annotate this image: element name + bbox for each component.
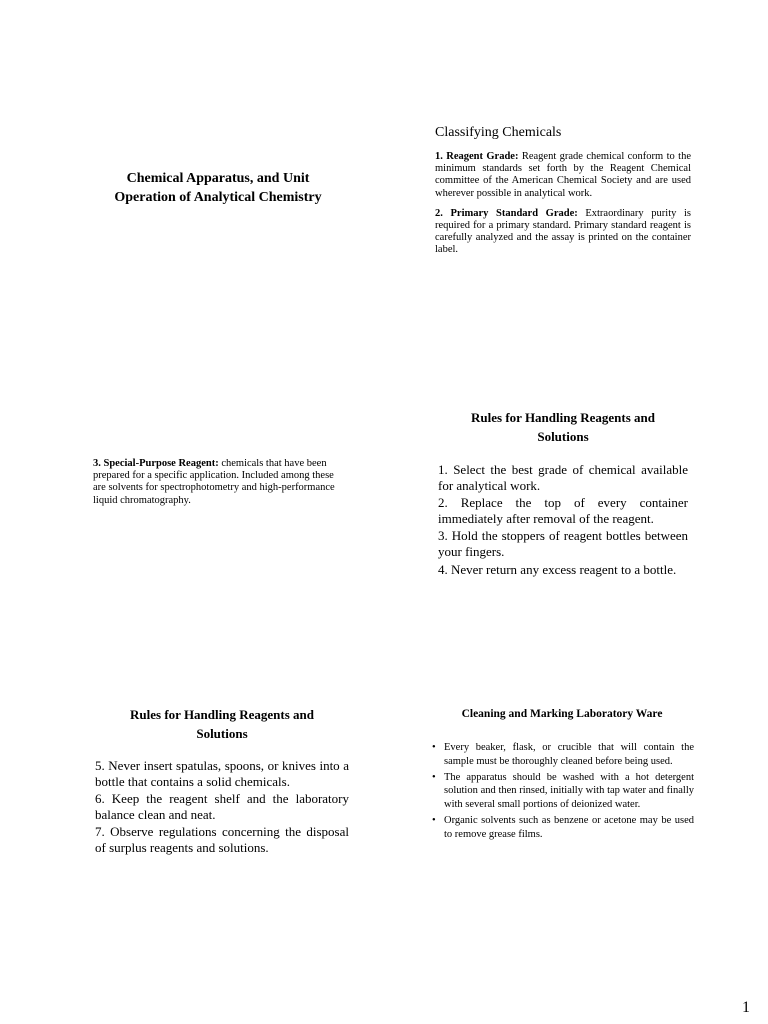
slide-6 bbox=[430, 706, 694, 844]
rule-item: 2. Replace the top of every container immediately after removal of the reagent. bbox=[438, 495, 688, 526]
slide-2-item bbox=[435, 151, 691, 200]
slide-5-title: Rules for Handling Reagents and Solutions bbox=[130, 707, 314, 741]
slide-2-title: Classifying Chemicals bbox=[435, 125, 562, 140]
bullet-item bbox=[430, 771, 694, 812]
slide-4-title: Rules for Handling Reagents and Solutions bbox=[471, 410, 655, 444]
bullet-icon: • bbox=[432, 814, 436, 826]
slide-1 bbox=[98, 170, 338, 207]
item-text: Extraordinary purity is required for a primary standard. Primary standard reagent is carefully analyzed and the assay is printed on the container label. bbox=[435, 207, 691, 256]
bullet-icon: • bbox=[432, 771, 436, 783]
bullet-icon: • bbox=[432, 742, 436, 753]
item-label: 3. Special-Purpose Reagent: bbox=[93, 458, 219, 469]
bullet-text: Every beaker, flask, or crucible that will contain the sample must be thoroughly cleaned before being used. bbox=[444, 742, 694, 767]
item-label: 1. Reagent Grade: bbox=[435, 151, 519, 162]
rule-item: 6. Keep the reagent shelf and the laboratory balance clean and neat. bbox=[95, 791, 349, 822]
rule-item: 7. Observe regulations concerning the disposal of surplus reagents and solutions. bbox=[95, 824, 349, 855]
bullet-item bbox=[430, 741, 694, 769]
bullet-text: The apparatus should be washed with a hot detergent solution and then rinsed, initially with tap water and finally with several small portions of deionized water. bbox=[444, 771, 694, 811]
rule-item: 4. Never return any excess reagent to a bottle. bbox=[438, 561, 677, 577]
slide-1-title: Chemical Apparatus, and Unit Operation of Analytical Chemistry bbox=[114, 171, 322, 205]
item-text: Reagent grade chemical conform to the minimum standards set forth by the Reagent Chemical committee of the American Chemical Society and are used wherever possible in analytical work. bbox=[435, 151, 691, 199]
item-label: 2. Primary Standard Grade: bbox=[435, 207, 578, 219]
slide-2 bbox=[435, 124, 691, 265]
rule-item: 1. Select the best grade of chemical available for analytical work. bbox=[438, 462, 688, 493]
bullet-text: Organic solvents such as benzene or acetone may be used to remove grease films. bbox=[444, 814, 694, 840]
slide-2-item bbox=[435, 208, 691, 257]
slide-5 bbox=[95, 706, 349, 858]
bullet-item bbox=[430, 814, 694, 842]
slide-4 bbox=[438, 409, 688, 579]
page-number: 1 bbox=[742, 999, 750, 1016]
slide-3 bbox=[93, 458, 341, 507]
slide-6-title: Cleaning and Marking Laboratory Ware bbox=[461, 708, 663, 720]
rule-item: 3. Hold the stoppers of reagent bottles between your fingers. bbox=[438, 528, 688, 559]
rule-item: 5. Never insert spatulas, spoons, or knives into a bottle that contains a solid chemicals. bbox=[95, 758, 349, 789]
slide-3-item bbox=[93, 458, 341, 507]
item-text: chemicals that have been prepared for a specific application. Included among these are solvents for spectrophotometry and high-performance liquid chromatography. bbox=[93, 458, 335, 506]
